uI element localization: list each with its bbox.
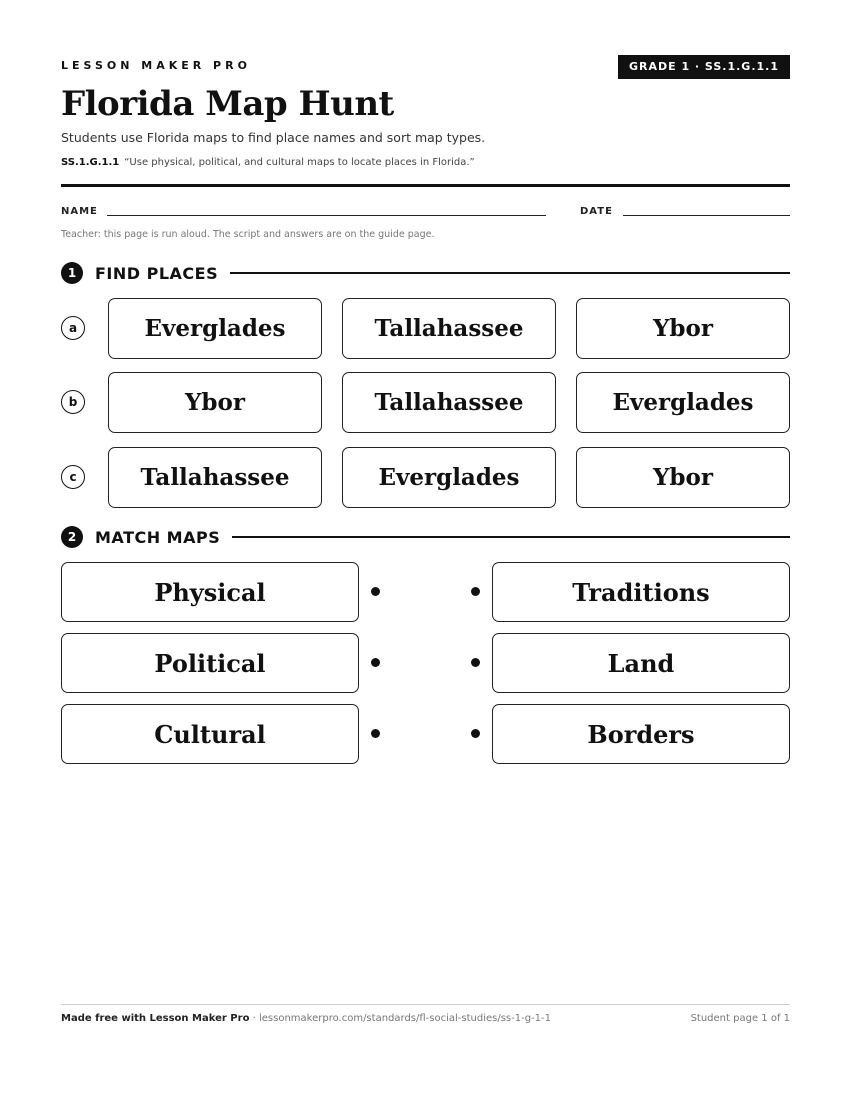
footer-divider [61,1004,790,1005]
place-card[interactable]: Ybor [108,372,322,433]
section-find-places-header [61,261,790,285]
match-dot-left[interactable] [371,658,380,667]
place-card[interactable]: Everglades [342,447,556,508]
standard-code: SS.1.G.1.1 [61,157,120,168]
place-card[interactable]: Tallahassee [342,372,556,433]
section-match-maps-header [61,525,790,549]
map-type-card[interactable]: Cultural [61,704,359,764]
place-card[interactable]: Tallahassee [342,298,556,359]
teacher-note: Teacher: this page is run aloud. The script and answers are on the guide page. [61,229,435,240]
match-dot-right[interactable] [471,658,480,667]
map-feature-card[interactable]: Traditions [492,562,790,622]
grade-badge: GRADE 1 · SS.1.G.1.1 [618,55,790,79]
standard-text: “Use physical, political, and cultural maps to locate places in Florida.” [124,157,475,168]
date-field[interactable] [623,215,790,216]
place-card[interactable]: Ybor [576,447,790,508]
map-feature-card[interactable]: Land [492,633,790,693]
place-card[interactable]: Everglades [576,372,790,433]
footer-made-by: Made free with Lesson Maker Pro [61,1013,250,1024]
worksheet-page [61,0,790,1100]
brand-name: LESSON MAKER PRO [61,59,251,72]
section-title: MATCH MAPS [95,527,221,547]
section-number: 1 [61,262,83,284]
section-title: FIND PLACES [95,263,219,283]
row-letter-a: a [61,316,85,340]
match-dot-left[interactable] [371,587,380,596]
row-letter-c: c [61,465,85,489]
place-card[interactable]: Tallahassee [108,447,322,508]
standard-line [61,157,475,168]
section-divider [230,272,790,274]
place-card[interactable]: Everglades [108,298,322,359]
place-card[interactable]: Ybor [576,298,790,359]
page-title: Florida Map Hunt [61,84,394,124]
name-label: NAME [61,206,98,217]
map-feature-card[interactable]: Borders [492,704,790,764]
map-type-card[interactable]: Political [61,633,359,693]
match-dot-left[interactable] [371,729,380,738]
date-label: DATE [580,206,613,217]
row-letter-b: b [61,390,85,414]
section-number: 2 [61,526,83,548]
section-divider [232,536,790,538]
match-dot-right[interactable] [471,587,480,596]
footer-page-number: Student page 1 of 1 [690,1013,790,1024]
match-dot-right[interactable] [471,729,480,738]
name-field[interactable] [107,215,546,216]
page-subtitle: Students use Florida maps to find place names and sort map types. [61,130,486,145]
footer-credit [61,1013,551,1024]
map-type-card[interactable]: Physical [61,562,359,622]
footer-url[interactable]: · lessonmakerpro.com/standards/fl-social-studies/ss-1-g-1-1 [249,1013,552,1024]
header-divider [61,184,790,187]
